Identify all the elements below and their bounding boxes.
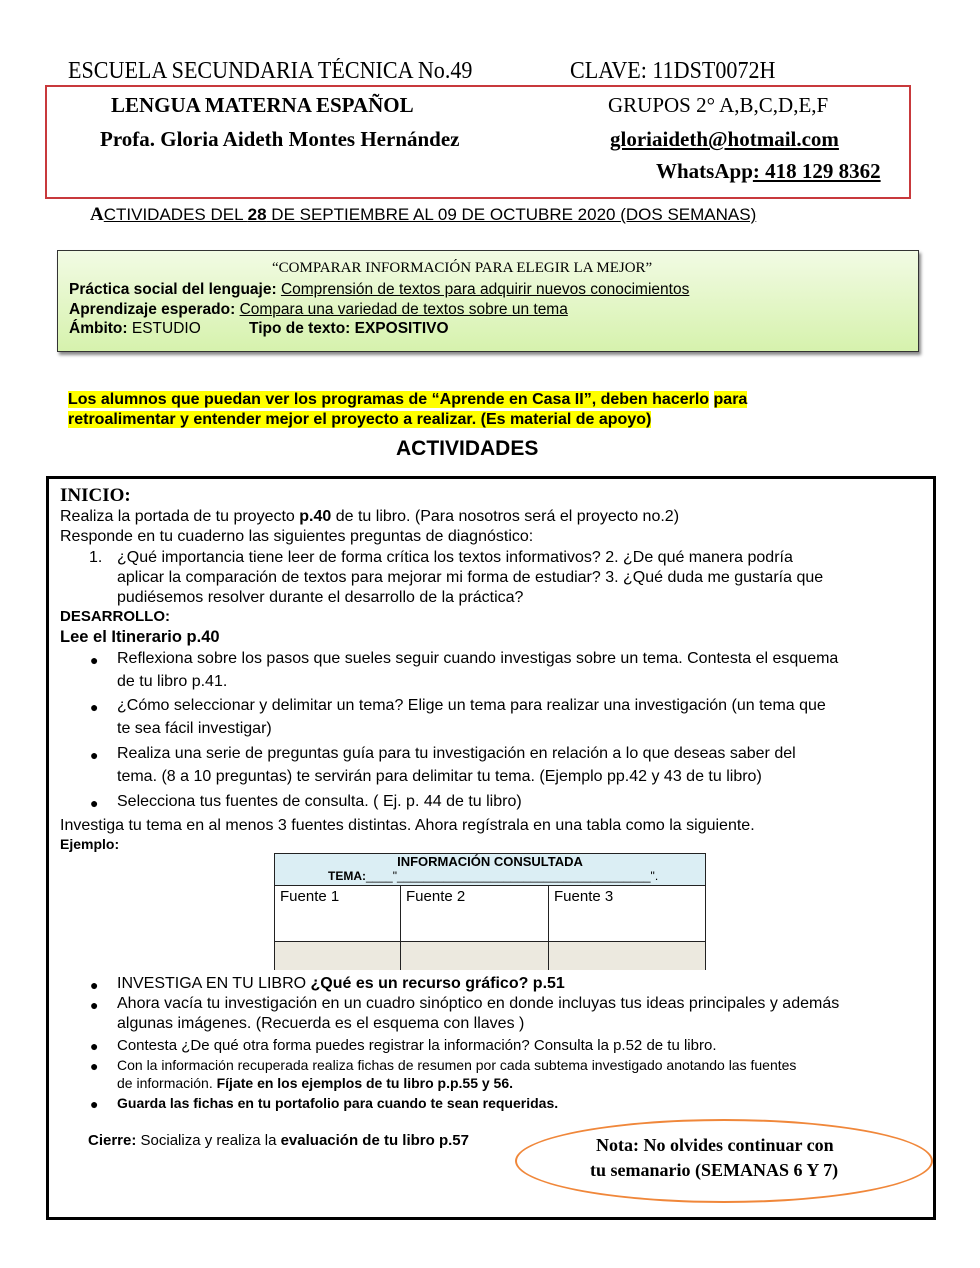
table-header-cell: Fuente 1 <box>275 886 401 942</box>
period-part2: DE SEPTIEMBRE AL 09 DE OCTUBRE 2020 (DOS SEMANAS) <box>266 205 757 224</box>
groups: GRUPOS 2° A,B,C,D,E,F <box>608 93 829 117</box>
inicio-line1b: p.40 <box>299 508 332 525</box>
type-label: Tipo de texto: <box>249 320 351 337</box>
practice-value: Comprensión de textos para adquirir nuevos conocimientos <box>280 281 690 298</box>
bullet-icon: ● <box>90 1058 99 1074</box>
period-first-letter: A <box>90 204 104 225</box>
school-name: ESCUELA SECUNDARIA TÉCNICA No.49 <box>68 58 473 84</box>
later-bullet-3: Contesta ¿De qué otra forma puedes registrar la información? Consulta la p.52 de tu libro. <box>117 1037 717 1054</box>
project-title: “COMPARAR INFORMACIÓN PARA ELEGIR LA MEJOR” <box>272 260 653 276</box>
teacher-name: Profa. Gloria Aideth Montes Hernández <box>100 127 460 151</box>
bullet-icon: ● <box>90 747 99 763</box>
table-header <box>275 854 706 886</box>
later-bullet-4a: Con la información recuperada realiza fichas de resumen por cada subtema investigado anotando las fuentes <box>117 1057 797 1073</box>
bullet-3-line1: Realiza una serie de preguntas guía para tu investigación en relación a lo que deseas saber del <box>117 745 796 762</box>
whatsapp <box>656 159 881 184</box>
bullet-1-line2: de tu libro p.41. <box>117 673 228 690</box>
question-line2: aplicar la comparación de textos para mejorar mi forma de estudiar? 3. ¿Qué duda me gustaría que <box>117 569 824 586</box>
tema-row <box>280 869 700 883</box>
cierre <box>88 1132 469 1149</box>
bullet-icon: ● <box>90 977 99 993</box>
practice-label: Práctica social del lenguaje: <box>69 281 277 298</box>
notice-text1: Los alumnos que puedan ver los programas de “Aprende en Casa II”, deben hacerlo <box>68 391 710 408</box>
question-line1: ¿Qué importancia tiene leer de forma crítica los textos informativos? 2. ¿De qué manera podría <box>117 549 793 566</box>
inicio-line1 <box>60 508 679 526</box>
tema-label: TEMA: <box>328 869 366 883</box>
bullet-icon: ● <box>90 1038 99 1054</box>
list-number: 1. <box>89 549 103 566</box>
table-row <box>275 942 706 970</box>
learning-label: Aprendizaje esperado: <box>69 301 236 318</box>
example-label: Ejemplo: <box>60 836 120 852</box>
bullet-3-line2: tema. (8 a 10 preguntas) te servirán para delimitar tu tema. (Ejemplo pp.42 y 43 de tu libro) <box>117 768 762 785</box>
inicio-heading: INICIO: <box>60 485 131 506</box>
later-bullet-2b: algunas imágenes. (Recuerda es el esquema con llaves ) <box>117 1015 525 1032</box>
desarrollo-heading: DESARROLLO: <box>60 608 170 625</box>
later-bullet-4b <box>117 1075 513 1091</box>
whatsapp-label: WhatsApp <box>656 159 753 183</box>
note-line2: tu semanario (SEMANAS 6 Y 7) <box>590 1160 839 1180</box>
question-line3: pudiésemos resolver durante el desarrollo de la práctica? <box>117 589 524 606</box>
tema-blank[interactable]: ____"______________________________________". <box>366 869 659 883</box>
type-row <box>249 320 449 338</box>
table-cell[interactable] <box>275 942 401 970</box>
table-header-cell: Fuente 2 <box>401 886 549 942</box>
bullet-2-line2: te sea fácil investigar) <box>117 720 272 737</box>
later-bullet-5: Guarda las fichas en tu portafolio para cuando te sean requeridas. <box>117 1095 559 1111</box>
cierre-bold: evaluación de tu libro p.57 <box>280 1132 469 1149</box>
later-bullet-1 <box>117 975 565 993</box>
later-bullet-4c: Fíjate en los ejemplos de tu libro p.p.55 y 56. <box>216 1075 514 1091</box>
inicio-line1a: Realiza la portada de tu proyecto <box>60 508 300 525</box>
period-text <box>104 205 757 224</box>
subject: LENGUA MATERNA ESPAÑOL <box>111 93 414 117</box>
later-bullet-2a: Ahora vacía tu investigación en un cuadro sinóptico en donde incluyas tus ideas principales y además <box>117 995 840 1012</box>
bullet-icon: ● <box>90 1096 99 1112</box>
period-day: 28 <box>247 205 267 224</box>
type-value: EXPOSITIVO <box>350 320 449 337</box>
email-link[interactable]: gloriaideth@hotmail.com <box>610 127 839 151</box>
table-title: INFORMACIÓN CONSULTADA <box>397 854 583 869</box>
bullet-icon: ● <box>90 652 99 668</box>
scope-label: Ámbito: <box>69 320 128 337</box>
desarrollo-subheading: Lee el Itinerario p.40 <box>60 628 220 646</box>
bullet-2-line1: ¿Cómo seleccionar y delimitar un tema? Elige un tema para realizar una investigación (un tema que <box>117 697 826 714</box>
notice-text2: retroalimentar y entender mejor el proyecto a realizar. (Es material de apoyo) <box>68 411 652 428</box>
school-code: CLAVE: 11DST0072H <box>570 58 776 84</box>
practice-row <box>69 281 689 299</box>
bullet-icon: ● <box>90 997 99 1013</box>
sources-table <box>274 853 706 970</box>
bullet-4-line1: Selecciona tus fuentes de consulta. ( Ej. p. 44 de tu libro) <box>117 793 522 810</box>
whatsapp-number: : 418 129 8362 <box>752 159 881 183</box>
table-row <box>275 886 706 942</box>
scope-row <box>69 320 201 338</box>
investiga-text: Investiga tu tema en al menos 3 fuentes distintas. Ahora regístrala en una tabla como la siguiente. <box>60 817 755 834</box>
bullet-icon: ● <box>90 795 99 811</box>
notice-line1 <box>68 391 747 409</box>
table-cell[interactable] <box>401 942 549 970</box>
note-line1: Nota: No olvides continuar con <box>596 1135 834 1155</box>
table-header-cell: Fuente 3 <box>549 886 706 942</box>
notice-text1-end: para <box>713 391 748 408</box>
activities-title: ACTIVIDADES <box>396 437 539 460</box>
cierre-text: Socializa y realiza la <box>136 1132 281 1149</box>
cierre-label: Cierre: <box>88 1132 137 1149</box>
inicio-line2: Responde en tu cuaderno las siguientes preguntas de diagnóstico: <box>60 528 534 545</box>
learning-row <box>69 301 568 319</box>
learning-value: Compara una variedad de textos sobre un tema <box>239 301 568 318</box>
table-header-row <box>275 854 706 886</box>
bullet-icon: ● <box>90 699 99 715</box>
bullet-1-line1: Reflexiona sobre los pasos que sueles seguir cuando investigas sobre un tema. Contesta el esquema <box>117 650 839 667</box>
later-bullet-1b: ¿Qué es un recurso gráfico? p.51 <box>310 975 565 992</box>
notice-line2 <box>68 411 651 429</box>
table-cell[interactable] <box>549 942 706 970</box>
later-bullet-1a: INVESTIGA EN TU LIBRO <box>117 975 311 992</box>
later-bullet-4b-text: de información. <box>117 1075 217 1091</box>
period-title <box>90 204 756 226</box>
scope-value: ESTUDIO <box>127 320 201 337</box>
period-part1: CTIVIDADES DEL <box>103 205 248 224</box>
inicio-line1c: de tu libro. (Para nosotros será el proyecto no.2) <box>331 508 680 525</box>
